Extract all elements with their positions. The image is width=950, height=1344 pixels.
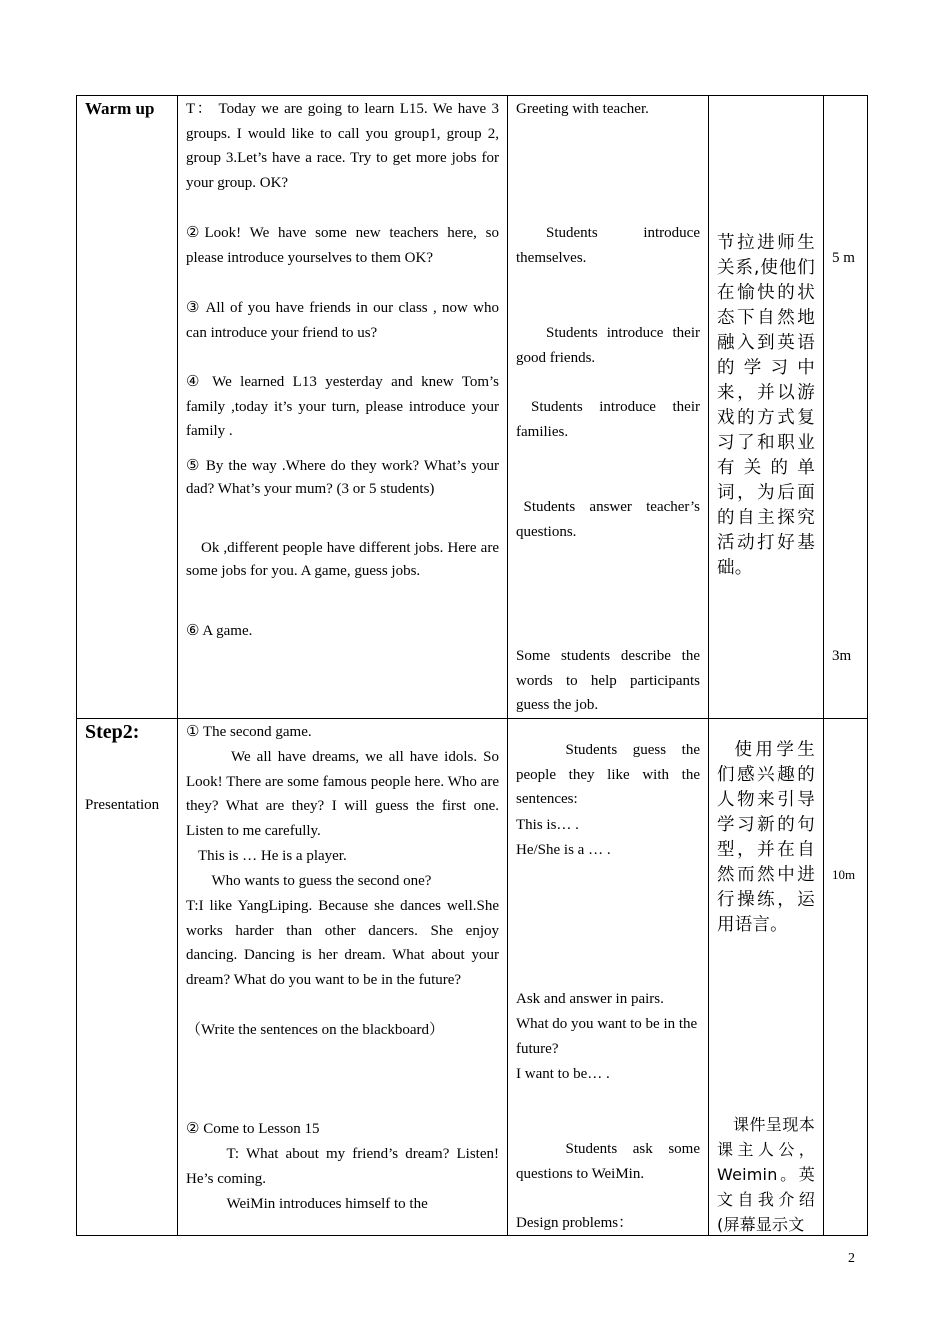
stage-title: Warm up: [85, 99, 155, 118]
lesson-plan-table: [76, 95, 868, 1236]
student-text: Students introduce their good friends.: [516, 325, 700, 366]
student-text: This is… .: [516, 817, 579, 833]
time-label: 10m: [832, 867, 856, 882]
student-activity-cell: [508, 96, 709, 719]
purpose-cell: [709, 719, 824, 1236]
student-text: What do you want to be in the future?: [516, 1016, 698, 1057]
student-text: Students guess the people they like with the sentences:: [516, 742, 700, 807]
student-text: Students ask some questions to WeiMin.: [516, 1141, 700, 1182]
stage-subtitle: Presentation: [85, 797, 160, 813]
teacher-text: T:I like YangLiping. Because she dances well.She works harder than other dancers. She enjoy dancing. Dancing is her dream. What about your dream? What do you want to be in the future?: [186, 898, 499, 988]
student-text: Students answer teacher’s questions.: [516, 499, 700, 540]
student-text: Greeting with teacher.: [516, 101, 649, 117]
teacher-text: ②Look! We have some new teachers here, so please introduce yourselves to them OK?: [186, 225, 499, 266]
stage-cell: [77, 96, 178, 719]
student-text: Students introduce themselves.: [516, 225, 700, 266]
time-label: 3m: [832, 648, 852, 664]
student-text: Ask and answer in pairs.: [516, 991, 664, 1007]
time-label: 5 m: [832, 250, 855, 266]
stage-cell: [77, 719, 178, 1236]
teacher-text: ① The second game.: [186, 724, 312, 740]
teacher-text: ⑥ A game.: [186, 623, 253, 639]
student-activity-cell: [508, 719, 709, 1236]
teacher-text: ④ We learned L13 yesterday and knew Tom’s family ,today it’s your turn, please introduce your family .: [186, 374, 499, 439]
student-text: Design problems：: [516, 1215, 634, 1231]
student-text: I want to be… .: [516, 1066, 610, 1082]
teacher-text: T: What about my friend’s dream? Listen! He’s coming.: [186, 1146, 499, 1187]
teacher-text: We all have dreams, we all have idols. So Look! There are some famous people here. Who are they? What are they? I will guess the first one. Listen to me carefully.: [186, 749, 499, 839]
teacher-text: ③ All of you have friends in our class , now who can introduce your friend to us?: [186, 300, 499, 341]
page-number: 2: [848, 1251, 855, 1266]
teacher-text: WeiMin introduces himself to the: [226, 1196, 428, 1212]
teacher-text: （Write the sentences on the blackboard）: [186, 1022, 445, 1038]
purpose-cell: [709, 96, 824, 719]
teacher-text: This is … He is a player.: [198, 848, 347, 864]
teacher-text: ⑤ By the way .Where do they work? What’s your dad? What’s your mum? (3 or 5 students): [186, 458, 499, 498]
student-text: He/She is a … .: [516, 842, 611, 858]
student-text: Students introduce their families.: [516, 399, 700, 440]
purpose-text: 节拉进师生关系,使他们在愉快的状态下自然地融入到英语的学习中来，并以游戏的方式复习了和职业有关的单词，为后面的自主探究活动打好基础。: [717, 233, 815, 578]
table-row: [77, 96, 868, 719]
teacher-activity-cell: [178, 719, 508, 1236]
teacher-text: ② Come to Lesson 15: [186, 1121, 320, 1137]
teacher-text: T： Today we are going to learn L15. We have 3 groups. I would like to call you group1, group 2, group 3.Let’s have a race. Try to get more jobs for your group. OK?: [186, 101, 499, 191]
student-text: Some students describe the words to help participants guess the job.: [516, 648, 700, 713]
time-cell: [824, 719, 868, 1236]
time-cell: [824, 96, 868, 719]
teacher-text: Ok ,different people have different jobs. Here are some jobs for you. A game, guess jobs.: [186, 540, 499, 580]
purpose-text: 课件呈现本课主人公，Weimin。英文自我介绍(屏幕显示文: [717, 1115, 815, 1234]
stage-title: Step2:: [85, 721, 140, 743]
teacher-text: Who wants to guess the second one?: [211, 873, 432, 889]
purpose-text: 使用学生们感兴趣的人物来引导学习新的句型，并在自然而然中进行操练，运用语言。: [717, 740, 815, 935]
teacher-activity-cell: [178, 96, 508, 719]
table-row: [77, 719, 868, 1236]
